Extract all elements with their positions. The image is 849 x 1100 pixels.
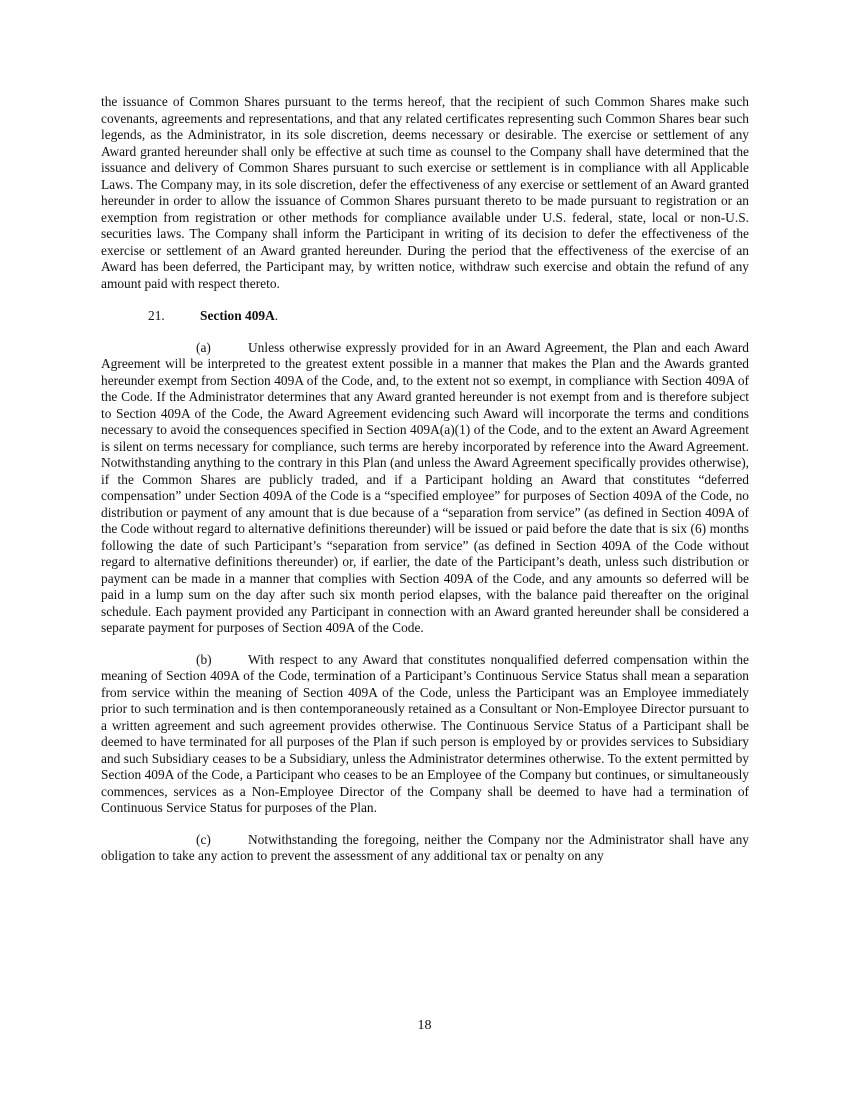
subsection-text: Notwithstanding the foregoing, neither the Company nor the Administrator shall have any obligation to take any action to prevent the assessment of any additional tax or penalty on any xyxy=(101,831,749,863)
subsection-label: (c) xyxy=(196,831,211,847)
section-title: Section 409A xyxy=(200,308,275,323)
subsection-text: Unless otherwise expressly provided for in an Award Agreement, the Plan and each Award Agreement will be interpreted to the greatest extent possible in a manner that makes the Plan and the Awards granted hereunder exempt from Section 409A of the Code, and, to the extent not so exempt, in compliance with Section 409A of the Code. If the Administrator determines that any Award granted hereunder is not exempt from and is therefore subject to Section 409A of the Code, the Award Agreement evidencing such Award will incorporate the terms and conditions necessary to avoid the consequences specified in Section 409A(a)(1) of the Code, and to the extent an Award Agreement is silent on terms necessary for compliance, such terms are hereby incorporated by reference into the Award Agreement. Notwithstanding anything to the contrary in this Plan (and unless the Award Agreement specifically provides otherwise), if the Common Shares are publicly traded, and if a Participant holding an Award that constitutes “deferred compensation” under Section 409A of the Code is a “specified employee” for purposes of Section 409A of the Code, no distribution or payment of any amount that is due because of a “separation from service” (as defined in Section 409A of the Code without regard to alternative definitions thereunder) will be issued or paid before the date that is six (6) months following the date of such Participant’s “separation from service” (as defined in Section 409A of the Code without regard to alternative definitions thereunder) or, if earlier, the date of the Participant’s death, unless such distribution or payment can be made in a manner that complies with Section 409A of the Code, and any amounts so deferred will be paid in a lump sum on the day after such six month period elapses, with the balance paid thereafter on the original schedule. Each payment provided any Participant in connection with an Award granted hereunder shall be considered a separate payment for purposes of Section 409A of the Code. xyxy=(101,339,749,635)
subsection-b xyxy=(101,652,749,817)
intro-paragraph: the issuance of Common Shares pursuant to the terms hereof, that the recipient of such Common Shares make such covenants, agreements and representations, and that any related certificates representing such Common Shares bear such legends, as the Administrator, in its sole discretion, deems necessary or desirable. The exercise or settlement of any Award granted hereunder shall only be effective at such time as counsel to the Company shall have determined that the issuance and delivery of Common Shares pursuant to such exercise or settlement is in compliance with all Applicable Laws. The Company may, in its sole discretion, defer the effectiveness of any exercise or settlement of an Award granted hereunder in order to allow the issuance of Common Shares pursuant thereto to be made pursuant to registration or an exemption from registration or other methods for compliance available under U.S. federal, state, local or non-U.S. securities laws. The Company shall inform the Participant in writing of its decision to defer the effectiveness of the exercise or settlement of an Award granted hereunder. During the period that the effectiveness of the exercise of an Award has been deferred, the Participant may, by written notice, withdraw such exercise and obtain the refund of any amount paid with respect thereto. xyxy=(101,94,749,291)
subsection-text: With respect to any Award that constitutes nonqualified deferred compensation within the meaning of Section 409A of the Code, termination of a Participant’s Continuous Service Status shall mean a separation from service within the meaning of Section 409A of the Code, unless the Participant was an Employee immediately prior to such termination and is then contemporaneously retained as a Consultant or Non-Employee Director pursuant to a written agreement and such agreement provides otherwise. The Continuous Service Status of a Participant shall be deemed to have terminated for all purposes of the Plan if such person is employed by or provides services to Subsidiary and such Subsidiary ceases to be a Subsidiary, unless the Administrator determines otherwise. To the extent permitted by Section 409A of the Code, a Participant who ceases to be an Employee of the Company but continues, or simultaneously commences, services as a Non-Employee Director of the Company shall be deemed to have had a termination of Continuous Service Status for purposes of the Plan. xyxy=(101,651,749,815)
page-number: 18 xyxy=(417,1018,432,1033)
subsection-label: (b) xyxy=(196,651,212,667)
document-page xyxy=(101,94,749,865)
section-title-suffix: . xyxy=(274,308,279,323)
subsection-label: (a) xyxy=(196,339,211,355)
subsection-a xyxy=(101,340,749,637)
section-number: 21. xyxy=(148,308,165,323)
section-heading xyxy=(101,308,749,325)
subsection-c xyxy=(101,832,749,865)
